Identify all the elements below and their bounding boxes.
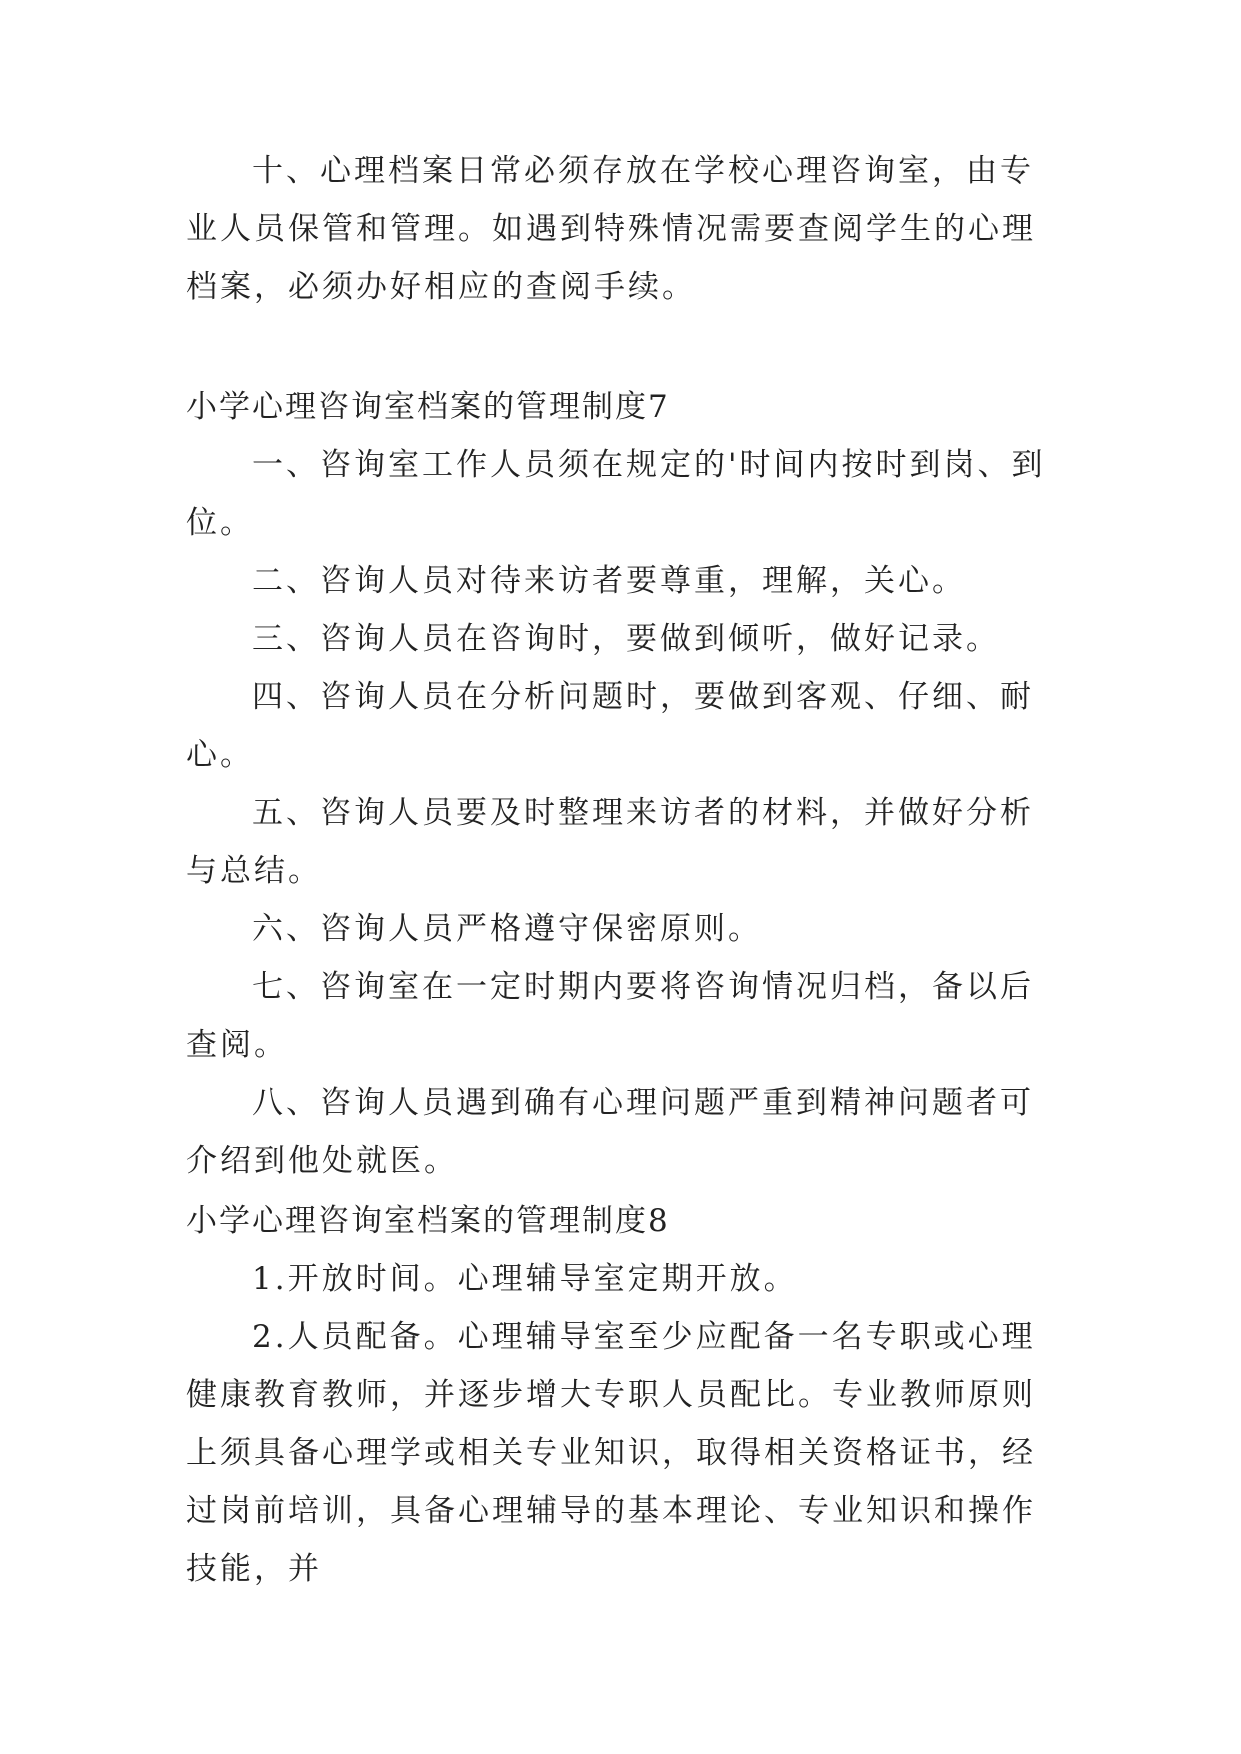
section-7-item-7: 七、咨询室在一定时期内要将咨询情况归档，备以后查阅。 bbox=[186, 969, 1034, 1063]
section-8-title: 小学心理咨询室档案的管理制度8 bbox=[186, 1203, 670, 1239]
section-7-item-8: 八、咨询人员遇到确有心理问题严重到精神问题者可介绍到他处就医。 bbox=[186, 1085, 1034, 1179]
section-7-item-4: 四、咨询人员在分析问题时，要做到客观、仔细、耐心。 bbox=[186, 679, 1034, 773]
section-7-item-6: 六、咨询人员严格遵守保密原则。 bbox=[252, 911, 762, 947]
section-7-item-3: 三、咨询人员在咨询时，要做到倾听，做好记录。 bbox=[252, 621, 1000, 657]
section-7-item-1: 一、咨询室工作人员须在规定的'时间内按时到岗、到位。 bbox=[186, 447, 1046, 541]
section-7 bbox=[186, 378, 1056, 1190]
section-8-item-2: 2.人员配备。心理辅导室至少应配备一名专职或心理健康教育教师，并逐步增大专职人员配比。专业教师原则上须具备心理学或相关专业知识，取得相关资格证书，经过岗前培训，具备心理辅导的基本理论、专业知识和操作技能，并 bbox=[186, 1319, 1036, 1587]
section-8 bbox=[186, 1192, 1056, 1598]
intro-paragraph: 十、心理档案日常必须存放在学校心理咨询室，由专业人员保管和管理。如遇到特殊情况需要查阅学生的心理档案，必须办好相应的查阅手续。 bbox=[186, 153, 1036, 305]
section-7-item-5: 五、咨询人员要及时整理来访者的材料，并做好分析与总结。 bbox=[186, 795, 1034, 889]
intro-block bbox=[186, 142, 1056, 316]
section-7-title: 小学心理咨询室档案的管理制度7 bbox=[186, 389, 670, 425]
section-7-item-2: 二、咨询人员对待来访者要尊重，理解，关心。 bbox=[252, 563, 966, 599]
section-8-item-1: 1.开放时间。心理辅导室定期开放。 bbox=[252, 1261, 798, 1297]
